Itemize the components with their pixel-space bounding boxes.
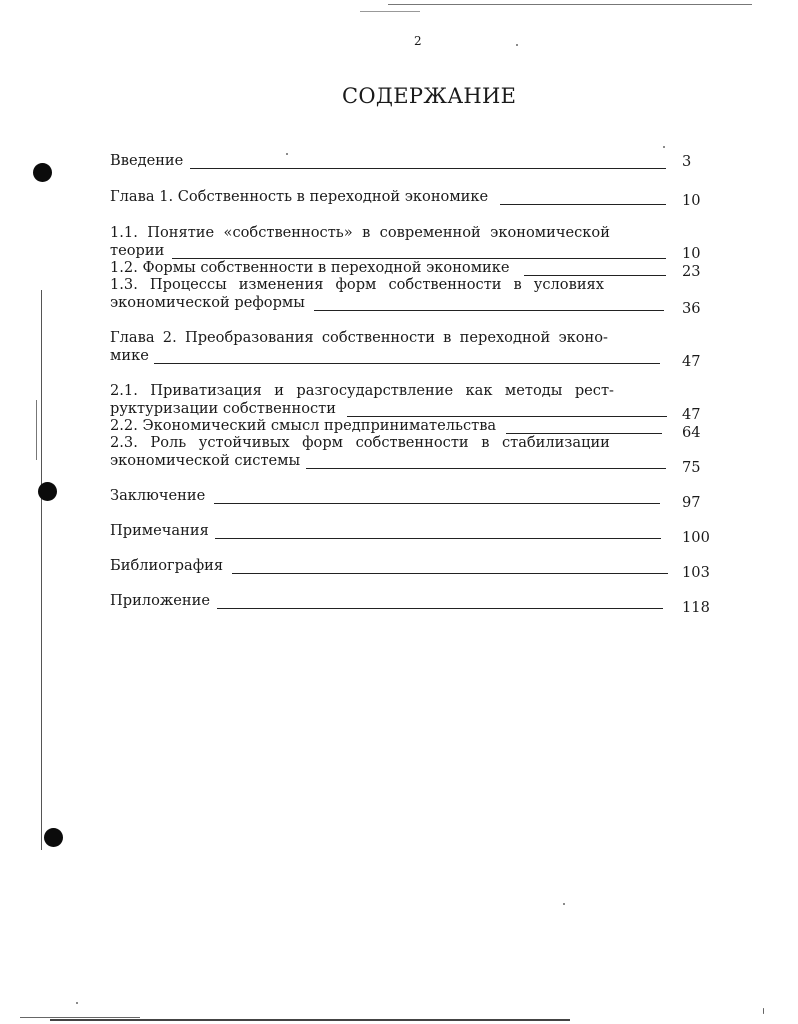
toc-entry-section-2-2-label: 2.2. Экономический смысл предпринимательства [110, 417, 497, 434]
word: форм [302, 434, 344, 451]
toc-entry-chapter-2-line2: мике [110, 347, 149, 364]
page-number: 2 [414, 34, 422, 48]
word: в [443, 329, 452, 346]
toc-entry-section-1-3-page: 36 [682, 300, 701, 317]
word: 2. [162, 329, 177, 346]
word: в [362, 224, 371, 241]
word: форм [335, 276, 377, 293]
toc-leader [314, 310, 664, 311]
word: и [274, 382, 284, 399]
word: Процессы [149, 276, 227, 293]
toc-leader [214, 503, 660, 504]
toc-leader [500, 204, 666, 205]
toc-entry-section-1-1-line1 [110, 224, 610, 242]
toc-entry-section-1-2-page: 23 [682, 263, 701, 280]
toc-entry-section-2-3-page: 75 [682, 459, 701, 476]
word: как [465, 382, 493, 399]
word: «собственность» [223, 224, 353, 241]
word: собственности [388, 276, 502, 293]
toc-entry-chapter-1-label: Глава 1. Собственность в переходной экономике [110, 188, 489, 205]
word: экономической [490, 224, 610, 241]
toc-leader [154, 363, 660, 364]
toc-entry-chapter-2-page: 47 [682, 353, 701, 370]
word: изменения [238, 276, 324, 293]
word: 2.1. [110, 382, 138, 399]
word: 2.3. [110, 434, 138, 451]
toc-entry-notes-label: Примечания [110, 522, 209, 539]
word: Приватизация [150, 382, 262, 399]
toc-entry-section-1-3-line1 [110, 276, 604, 294]
toc-leader [217, 608, 663, 609]
word: устойчивых [198, 434, 290, 451]
toc-entry-appendix-page: 118 [682, 599, 710, 616]
toc-entry-section-1-2-label: 1.2. Формы собственности в переходной экономике [110, 259, 510, 276]
toc-entry-section-1-1-line2: теории [110, 242, 165, 259]
toc-entry-section-1-1-page: 10 [682, 245, 701, 262]
toc-leader [306, 468, 666, 469]
toc-entry-appendix-label: Приложение [110, 592, 211, 609]
word: 1.3. [110, 276, 138, 293]
word: 1.1. [110, 224, 138, 241]
toc-entry-section-2-1-page: 47 [682, 406, 701, 423]
word: в [481, 434, 490, 451]
word: рест- [574, 382, 614, 399]
word: Роль [150, 434, 187, 451]
toc-entry-section-2-1-line1 [110, 382, 614, 400]
toc-entry-conclusion-label: Заключение [110, 487, 206, 504]
word: условиях [533, 276, 604, 293]
toc-entry-bibliography-label: Библиография [110, 557, 224, 574]
page-title: СОДЕРЖАНИЕ [342, 84, 517, 108]
toc-leader [215, 538, 661, 539]
word: Преобразования [184, 329, 314, 346]
toc-entry-chapter-1-page: 10 [682, 192, 701, 209]
word: современной [379, 224, 481, 241]
word: переходной [459, 329, 551, 346]
word: Глава [110, 329, 155, 346]
word: собственности [355, 434, 469, 451]
toc-entry-section-2-2-page: 64 [682, 424, 701, 441]
word: собственности [321, 329, 435, 346]
word: эконо- [558, 329, 608, 346]
toc-entry-intro-page: 3 [682, 153, 692, 170]
word: в [513, 276, 522, 293]
toc-entry-chapter-2-line1 [110, 329, 608, 347]
toc-entry-section-2-1-line2: руктуризации собственности [110, 400, 336, 417]
toc-entry-section-1-3-line2: экономической реформы [110, 294, 305, 311]
toc-entry-intro-label: Введение [110, 152, 184, 169]
toc-entry-bibliography-page: 103 [682, 564, 710, 581]
toc-entry-conclusion-page: 97 [682, 494, 701, 511]
toc-entry-section-2-3-line2: экономической системы [110, 452, 301, 469]
word: методы [504, 382, 563, 399]
toc-entry-notes-page: 100 [682, 529, 710, 546]
word: Понятие [147, 224, 215, 241]
toc-leader [190, 168, 666, 169]
word: стабилизации [501, 434, 610, 451]
word: разгосударствление [296, 382, 454, 399]
toc-leader [232, 573, 668, 574]
toc-entry-section-2-3-line1 [110, 434, 610, 452]
